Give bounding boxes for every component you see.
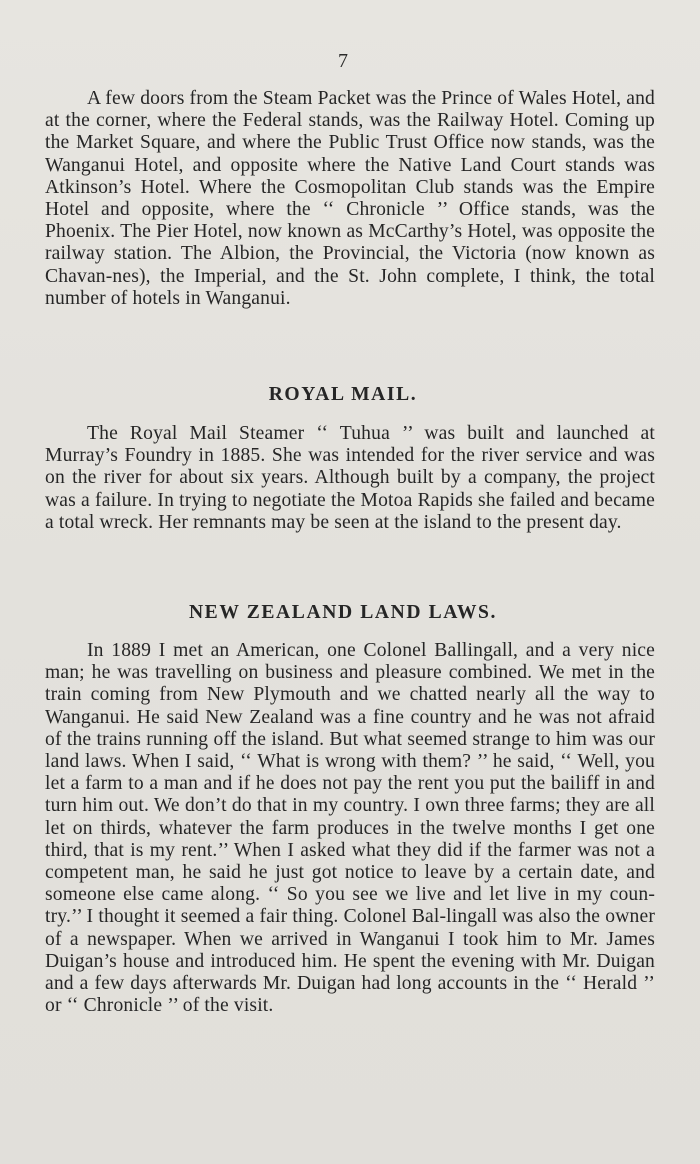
section-royal-mail xyxy=(45,423,655,534)
paragraph-land-laws: In 1889 I met an American, one Colonel Ballingall, and a very nice man; he was travelling on business and pleasure combined. We met in the train coming from New Plymouth and we chatted nearly all the way to Wanganui. He said New Zealand was a fine country and he was not afraid of the trains running off the island. But what seemed strange to him was our land laws. When I said, ‘‘ What is wrong with them? ’’ he said, ‘‘ Well, you let a farm to a man and if he does not pay the rent you put the bailiff in and turn him out. We don’t do that in my country. I own three farms; they are all let on thirds, whatever the farm produces in the twelve months I get one third, that is my rent.’’ When I asked what they did if the farmer was not a competent man, he said he just got notice to leave by a certain date, and someone else came along. ‘‘ So you see we live and let live in my coun-try.’’ I thought it seemed a fair thing. Colonel Bal-lingall was also the owner of a newspaper. When we arrived in Wanganui I took him to Mr. James Duigan’s house and introduced him. He spent the evening with Mr. Duigan and a few days afterwards Mr. Duigan had long accounts in the ‘‘ Herald ’’ or ‘‘ Chronicle ’’ of the visit. xyxy=(45,640,655,1017)
paragraph-hotels: A few doors from the Steam Packet was the Prince of Wales Hotel, and at the corner, where the Federal stands, was the Railway Hotel. Coming up the Market Square, and where the Public Trust Office now stands, was the Wanganui Hotel, and opposite where the Native Land Court stands was Atkinson’s Hotel. Where the Cosmopolitan Club stands was the Empire Hotel and opposite, where the ‘‘ Chronicle ’’ Office stands, was the Phoenix. The Pier Hotel, now known as McCarthy’s Hotel, was opposite the railway station. The Albion, the Provincial, the Victoria (now known as Chavan-nes), the Imperial, and the St. John complete, I think, the total number of hotels in Wanganui. xyxy=(45,88,655,309)
paragraph-royal-mail: The Royal Mail Steamer ‘‘ Tuhua ’’ was built and launched at Murray’s Foundry in 1885. She was intended for the river service and was on the river for about six years. Although built by a company, the project was a failure. In trying to negotiate the Motoa Rapids she failed and became a total wreck. Her remnants may be seen at the island to the present day. xyxy=(45,423,655,533)
heading-royal-mail: ROYAL MAIL. xyxy=(268,384,418,405)
section-land-laws xyxy=(45,640,655,1017)
page-number: 7 xyxy=(338,50,348,72)
section-hotels xyxy=(45,88,655,310)
heading-land-laws: NEW ZEALAND LAND LAWS. xyxy=(188,602,498,623)
